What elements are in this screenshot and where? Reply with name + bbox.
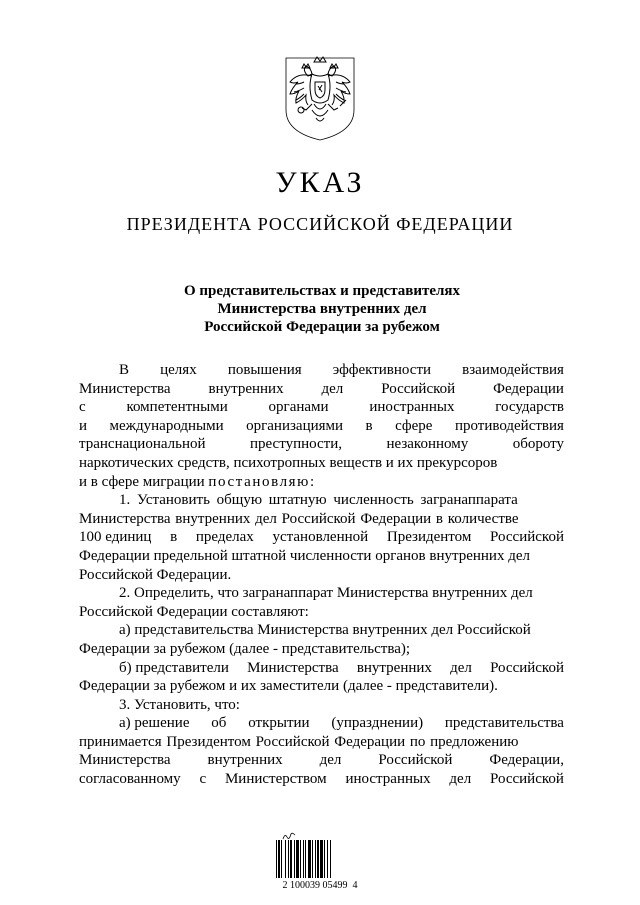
document-subtitle: ПРЕЗИДЕНТА РОССИЙСКОЙ ФЕДЕРАЦИИ [126,214,514,234]
decree-body [79,361,564,789]
paragraph-1-line: 1. Установить общую штатную численность загранаппарата [119,492,518,509]
preamble-line: с компетентными органами иностранных государств [79,399,564,416]
barcode-number: 2 100039 05499 4 [282,880,358,891]
preamble-line: транснациональной преступности, незаконному обороту [79,436,564,453]
decree-heading [80,282,564,336]
paragraph-3-line: согласованному с Министерством иностранных дел Российской [79,771,564,788]
paragraph-2-line: Федерации за рубежом (далее - представительства); [79,640,411,657]
preamble-line: Министерства внутренних дел Российской Федерации [79,380,564,397]
heading-line: Российской Федерации за рубежом [204,319,440,335]
paragraph-3-line: Министерства внутренних дел Российской Федерации, [79,752,564,769]
paragraph-2-line: б) представители Министерства внутренних дел Российской [119,659,564,676]
paragraph-2-line: а) представительства Министерства внутренних дел Российской [119,622,531,639]
paragraph-3-line: 3. Установить, что: [119,696,240,713]
heading-line: Министерства внутренних дел [217,301,427,317]
document-barcode [270,828,370,898]
preamble-line: и международными организациями в сфере противодействия [79,417,564,434]
paragraph-1-line: Министерства внутренних дел Российской Федерации в количестве [79,510,519,527]
barcode-bars [276,840,360,878]
preamble-line: и в сфере миграции постановляю: [79,473,316,490]
decree-keyword: постановляю: [208,473,316,490]
heading-line: О представительствах и представителях [183,283,461,299]
paragraph-3-line: а) решение об открытии (упразднении) представительства [119,715,564,732]
preamble-line: наркотических средств, психотропных веществ и их прекурсоров [79,454,498,471]
paragraph-3-line: принимается Президентом Российской Федерации по предложению [79,733,519,750]
paragraph-2-line: 2. Определить, что загранаппарат Министерства внутренних дел [119,585,533,602]
russian-coat-of-arms-icon [282,52,358,142]
preamble-line: В целях повышения эффективности взаимодействия [119,362,564,378]
paragraph-1-line: 100 единиц в пределах установленной Президентом Российской [79,529,564,546]
barcode-stripe [331,840,332,878]
paragraph-2-line: Российской Федерации составляют: [79,603,309,620]
document-title: УКАЗ [275,166,365,199]
paragraph-1-line: Федерации предельной штатной численности органов внутренних дел [79,547,530,564]
paragraph-2-line: Федерации за рубежом и их заместители (далее - представители). [79,678,498,695]
paragraph-1-line: Российской Федерации. [79,566,232,583]
barcode-handwritten-mark [282,828,296,838]
